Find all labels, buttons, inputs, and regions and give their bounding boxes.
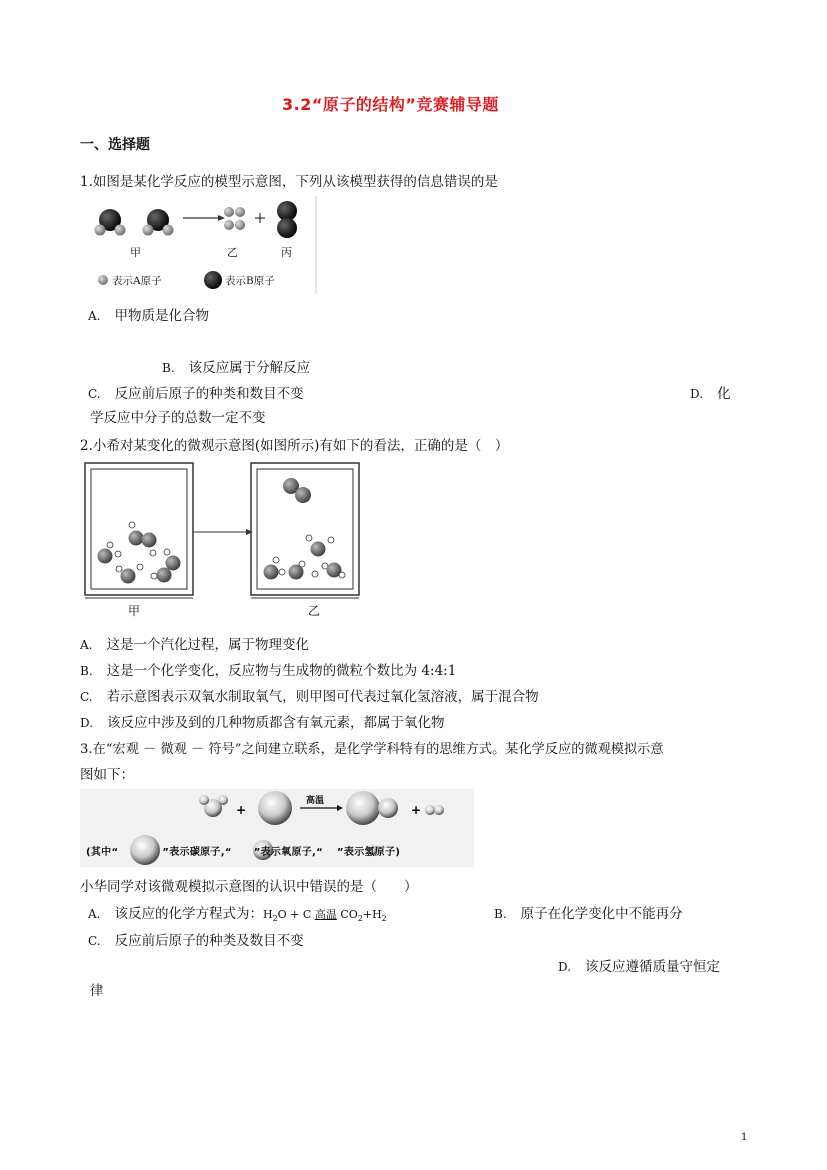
question-3-stem-line2: 图如下： — [80, 767, 134, 783]
q1-option-c: C. 反应前后原子的种类和数目不变 — [88, 386, 304, 402]
q2-option-d: D. 该反应中涉及到的几种物质都含有氧元素，都属于氧化物 — [80, 715, 445, 731]
h2o2-2 — [98, 542, 122, 564]
h2o2-1 — [129, 522, 157, 556]
q2-option-c: C. 若示意图表示双氧水制取氧气，则甲图可代表过氧化氢溶液，属于混合物 — [80, 689, 539, 705]
q1-option-b: B. 该反应属于分解反应 — [162, 360, 311, 376]
page-title: 3.2“原子的结构”竞赛辅导题 — [282, 95, 499, 114]
q2-change-figure — [84, 462, 364, 622]
q3-question: 小华同学对该微观模拟示意图的认识中错误的是（ ） — [80, 879, 418, 895]
svg-text:+: + — [411, 803, 422, 817]
q1-option-d: D. 化 — [690, 386, 731, 402]
q1-reaction-figure — [88, 196, 318, 294]
q2-label-jia: 甲 — [128, 604, 141, 618]
q3-option-b: B. 原子在化学变化中不能再分 — [494, 906, 683, 922]
section-heading: 一、选择题 — [80, 137, 150, 153]
q1-option-d-wrap: 学反应中分子的总数一定不变 — [90, 410, 266, 426]
q3-legend: (其中“ ”表示碳原子,“ ”表示氧原子,“ ”表示氢原子) — [86, 847, 401, 858]
question-3-stem-line1: 3.在“宏观 － 微观 － 符号”之间建立联系，是化学学科特有的思维方式。某化学反应的微观模拟示意 — [80, 742, 664, 757]
q3-option-d-wrap: 律 — [90, 983, 104, 999]
q1-label-jia: 甲 — [130, 246, 141, 259]
q1-label-yi: 乙 — [227, 246, 238, 259]
q3-option-a: A. 该反应的化学方程式为：$H_2O + C$ 高温 $CO_2+H_2$ — [88, 906, 387, 924]
q2-label-yi: 乙 — [308, 604, 321, 618]
q1-option-a: A. 甲物质是化合物 — [88, 308, 209, 324]
q3-option-d: D. 该反应遵循质量守恒定 — [558, 959, 721, 975]
q1-legend-a: 表示A原子 — [112, 275, 162, 287]
svg-text:+: + — [236, 803, 247, 817]
q2-option-a: A. 这是一个汽化过程，属于物理变化 — [80, 637, 309, 653]
q1-label-bing: 丙 — [281, 246, 292, 259]
question-1-stem: 1.如图是某化学反应的模型示意图，下列从该模型获得的信息错误的是 — [80, 174, 498, 190]
molecule-jia-2 — [143, 209, 174, 236]
h2o2-3 — [116, 564, 143, 584]
q3-condition: 高温 — [306, 796, 325, 806]
page-number: 1 — [741, 1132, 748, 1143]
question-2-stem: 2.小希对某变化的微观示意图(如图所示)有如下的看法，正确的是（ ） — [80, 438, 509, 454]
q3-option-c: C. 反应前后原子的种类及数目不变 — [88, 933, 304, 949]
q3-reaction-figure — [80, 789, 474, 867]
q2-option-b: B. 这是一个化学变化，反应物与生成物的微粒个数比为 4:4:1 — [80, 663, 457, 679]
q1-legend-b: 表示B原子 — [225, 275, 275, 287]
molecule-jia-1 — [95, 209, 126, 236]
